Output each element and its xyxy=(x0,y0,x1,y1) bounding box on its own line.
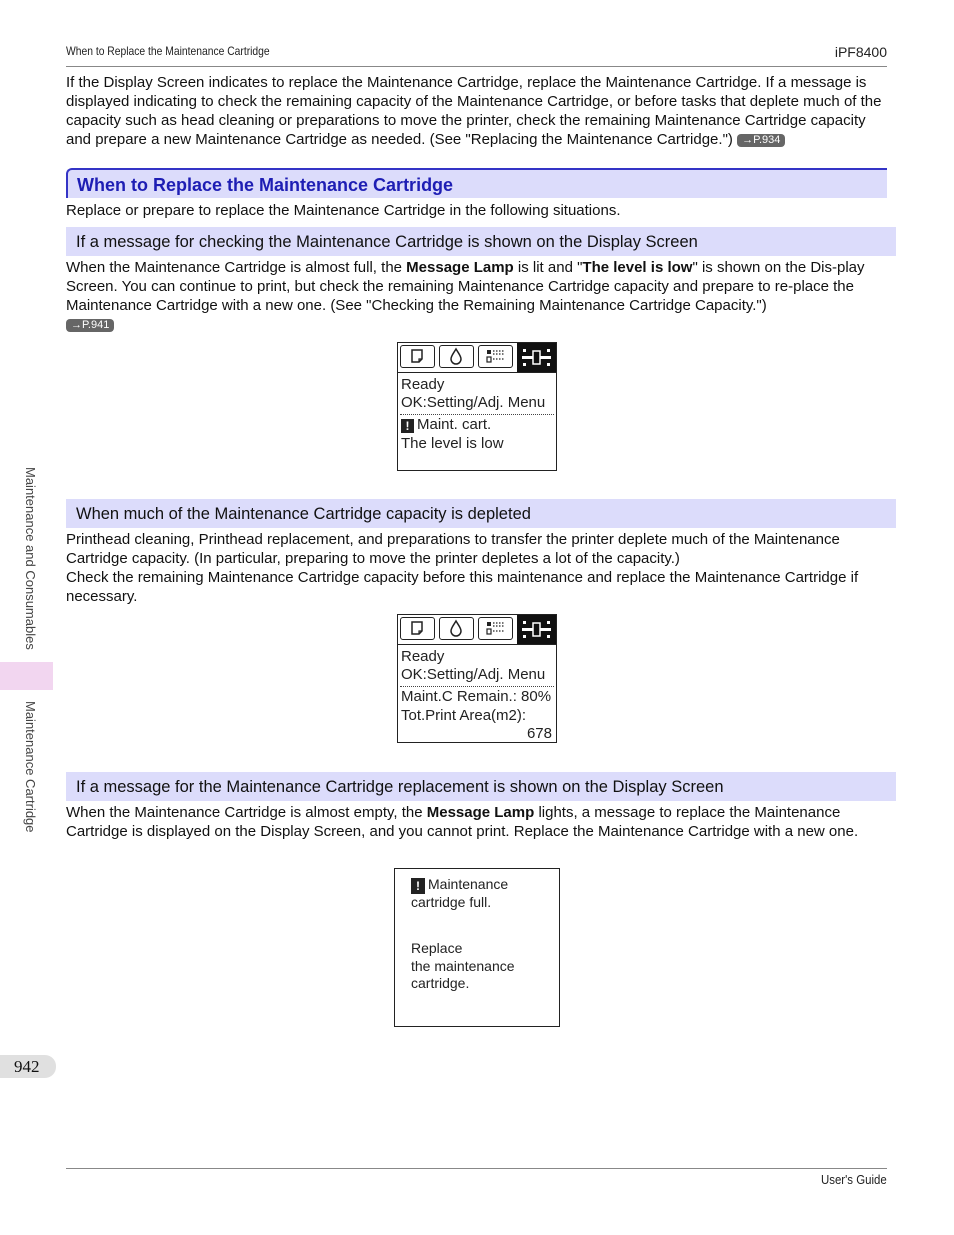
ink-tab-icon xyxy=(439,617,474,640)
display-screen-level-low xyxy=(397,342,557,471)
section3-paragraph xyxy=(66,803,874,841)
subheading-check-message xyxy=(66,227,896,256)
text: lights, a message to replace the Maintenance Cartridge is displayed on the Display Screen, and you cannot print. Replace the Maintenance Cartridge with a new one. xyxy=(66,804,859,840)
total-print-area-label: Tot.Print Area(m2): xyxy=(401,707,527,724)
paper-tab-icon xyxy=(400,345,435,368)
status-level-low: The level is low xyxy=(401,435,504,452)
dotted-divider xyxy=(400,686,554,687)
main-intro: Replace or prepare to replace the Maintenance Cartridge in the following situations. xyxy=(66,202,621,219)
text: When the Maintenance Cartridge is almost full, the xyxy=(66,259,407,276)
side-chapter-label[interactable]: Maintenance and Consumables xyxy=(23,467,38,650)
display-tabs xyxy=(398,343,556,373)
bold-term: Message Lamp xyxy=(426,804,535,821)
message-cartridge: cartridge. xyxy=(411,975,470,991)
text: Check the remaining Maintenance Cartridge capacity before this maintenance and replace the Maintenance Cartridge if necessary. xyxy=(66,569,859,605)
status-maint-cart xyxy=(401,416,491,433)
status-menu-hint: OK:Setting/Adj. Menu xyxy=(401,666,546,683)
header-divider xyxy=(66,66,887,67)
section2-paragraph xyxy=(66,530,886,606)
running-header-title: When to Replace the Maintenance Cartridge xyxy=(66,44,270,58)
total-print-area-value: 678 xyxy=(526,725,552,742)
maintenance-tab-icon xyxy=(517,615,556,644)
settings-tab-icon xyxy=(478,617,513,640)
status-ready: Ready xyxy=(401,376,445,393)
subheading-text: If a message for the Maintenance Cartridge replacement is shown on the Display Screen xyxy=(76,778,724,796)
text: Printhead cleaning, Printhead replacement, and preparations to transfer the printer deplete much of the Maintenance Cartridge capacity. (In particular, preparing to move the printer depletes a lot of the capacity.) xyxy=(66,531,840,567)
message-the-maintenance: the maintenance xyxy=(411,958,515,974)
message-cartridge-full: cartridge full. xyxy=(411,894,492,910)
settings-tab-icon xyxy=(478,345,513,368)
message-text: Maint. cart. xyxy=(417,416,492,433)
paper-tab-icon xyxy=(400,617,435,640)
page-ref-link[interactable]: →P.934 xyxy=(737,134,785,147)
message-maintenance xyxy=(411,876,508,894)
section-heading-text: When to Replace the Maintenance Cartridge xyxy=(77,175,454,195)
warning-icon: ! xyxy=(411,878,425,894)
page-number-badge xyxy=(0,1055,56,1078)
subheading-text: When much of the Maintenance Cartridge capacity is depleted xyxy=(76,505,531,523)
footer-divider xyxy=(66,1168,887,1169)
message-replace: Replace xyxy=(411,940,463,956)
warning-icon: ! xyxy=(401,419,414,433)
subheading-capacity-depleted xyxy=(66,499,896,528)
status-ready: Ready xyxy=(401,648,445,665)
side-tab-highlight xyxy=(0,662,53,690)
text: " is shown on the Dis-play Screen. You can continue to print, but check the remaining Maintenance Cartridge capacity and prepare to re-place the Maintenance Cartridge with a new one. (See "Checking the Remaining Maintenance Cartridge Capacity.") xyxy=(66,259,865,314)
bold-term: Message Lamp xyxy=(406,259,514,276)
section1-paragraph xyxy=(66,258,874,334)
remaining-capacity: Maint.C Remain.: 80% xyxy=(401,688,552,705)
intro-paragraph xyxy=(66,73,890,149)
intro-text: If the Display Screen indicates to replace the Maintenance Cartridge, replace the Maintenance Cartridge. If a message is displayed indicating to check the remaining capacity of the Maintenance Cartridge, or before tasks that deplete much of the capacity such as head cleaning or preparations to move the printer, check the remaining Maintenance Cartridge capacity and prepare a new Maintenance Cartridge as needed. (See "Replacing the Maintenance Cartridge.") xyxy=(66,74,882,148)
message-text: Maintenance xyxy=(428,876,509,892)
footer-guide-title: User's Guide xyxy=(821,1172,887,1187)
dotted-divider xyxy=(400,414,554,415)
display-screen-remaining xyxy=(397,614,557,743)
maintenance-tab-icon xyxy=(517,343,556,372)
status-menu-hint: OK:Setting/Adj. Menu xyxy=(401,394,546,411)
bold-term: The level is low xyxy=(582,259,693,276)
text: When the Maintenance Cartridge is almost empty, the xyxy=(66,804,427,821)
display-tabs xyxy=(398,615,556,645)
section-heading xyxy=(66,168,887,198)
running-header-model: iPF8400 xyxy=(834,44,887,60)
subheading-text: If a message for checking the Maintenance Cartridge is shown on the Display Screen xyxy=(76,233,698,251)
text: is lit and " xyxy=(513,259,583,276)
page-number: 942 xyxy=(14,1057,40,1076)
page-ref-link[interactable]: →P.941 xyxy=(66,319,114,332)
subheading-replace-message xyxy=(66,772,896,801)
display-screen-cartridge-full xyxy=(394,868,560,1027)
side-section-label[interactable]: Maintenance Cartridge xyxy=(23,701,38,833)
ink-tab-icon xyxy=(439,345,474,368)
